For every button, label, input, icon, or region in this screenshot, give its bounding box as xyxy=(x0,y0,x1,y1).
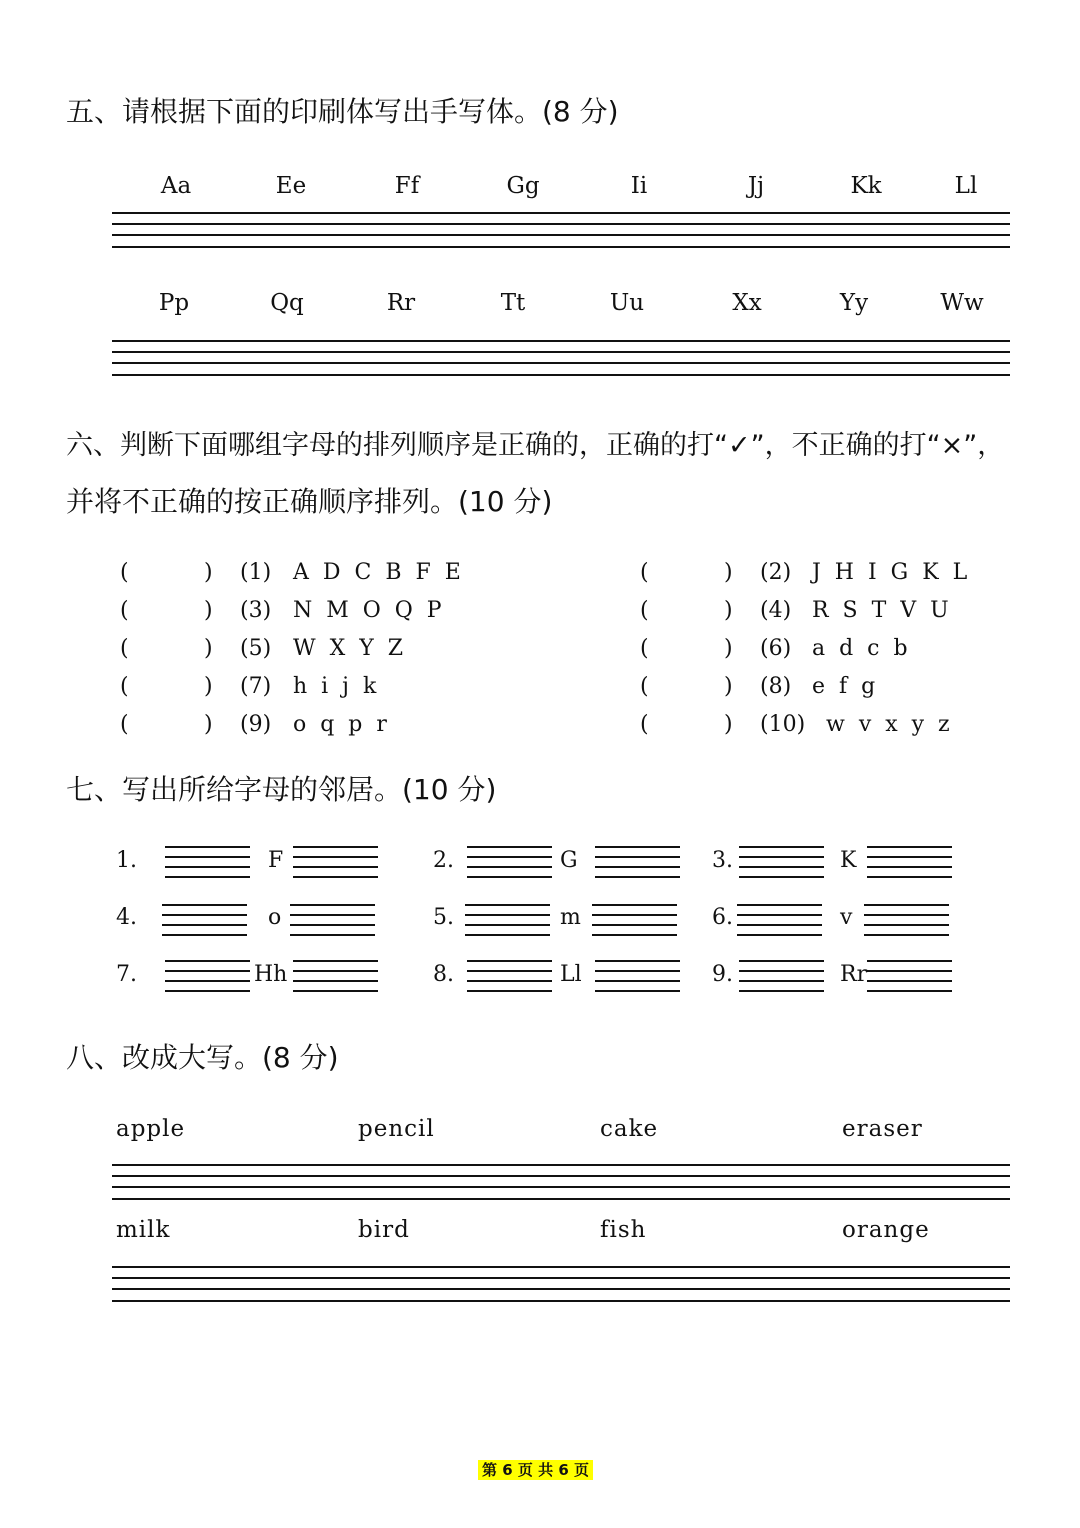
lowercase-word: bird xyxy=(358,1217,410,1243)
answer-paren-close[interactable]: ) xyxy=(204,712,213,737)
section8-title: 八、改成大写。(8 分) xyxy=(66,1041,339,1074)
print-letter: Aa xyxy=(160,173,192,199)
answer-paren-close[interactable]: ) xyxy=(204,636,213,661)
neighbor-number: 5. xyxy=(433,905,454,930)
print-letter: Ee xyxy=(275,173,307,199)
print-letter: Ll xyxy=(954,173,978,199)
item-number: (9) xyxy=(240,712,272,737)
neighbor-blank-after[interactable] xyxy=(290,904,375,938)
neighbor-letter: Hh xyxy=(254,962,288,987)
neighbor-letter: Ll xyxy=(560,962,582,987)
item-letters: e f g xyxy=(812,674,876,699)
neighbor-number: 1. xyxy=(116,848,137,873)
lowercase-word: cake xyxy=(600,1116,659,1142)
writing-staff[interactable] xyxy=(112,1266,1010,1302)
answer-paren-open[interactable]: ( xyxy=(640,560,649,585)
neighbor-number: 3. xyxy=(712,848,733,873)
print-letter: Jj xyxy=(747,173,765,199)
print-letter: Pp xyxy=(158,290,190,316)
item-letters: a d c b xyxy=(812,636,908,661)
neighbor-letter: v xyxy=(840,905,853,930)
print-letter: Tt xyxy=(500,290,526,316)
neighbor-number: 6. xyxy=(712,905,733,930)
neighbor-letter: K xyxy=(840,848,857,873)
neighbor-number: 4. xyxy=(116,905,137,930)
item-number: (7) xyxy=(240,674,272,699)
neighbor-number: 2. xyxy=(433,848,454,873)
answer-paren-open[interactable]: ( xyxy=(120,598,129,623)
answer-paren-open[interactable]: ( xyxy=(120,712,129,737)
neighbor-blank-after[interactable] xyxy=(867,960,952,994)
lowercase-word: pencil xyxy=(358,1116,435,1142)
answer-paren-close[interactable]: ) xyxy=(204,598,213,623)
neighbor-letter: Rr xyxy=(840,962,868,987)
answer-paren-open[interactable]: ( xyxy=(640,674,649,699)
neighbor-number: 8. xyxy=(433,962,454,987)
answer-paren-open[interactable]: ( xyxy=(640,712,649,737)
answer-paren-open[interactable]: ( xyxy=(120,560,129,585)
neighbor-letter: m xyxy=(560,905,581,930)
print-letter: Uu xyxy=(609,290,645,316)
neighbor-letter: G xyxy=(560,848,578,873)
answer-paren-close[interactable]: ) xyxy=(724,560,733,585)
writing-staff[interactable] xyxy=(112,1164,1010,1200)
neighbor-blank-before[interactable] xyxy=(739,846,824,880)
item-letters: A D C B F E xyxy=(293,560,461,585)
item-letters: h i j k xyxy=(293,674,377,699)
answer-paren-open[interactable]: ( xyxy=(640,636,649,661)
neighbor-blank-after[interactable] xyxy=(293,960,378,994)
answer-paren-open[interactable]: ( xyxy=(120,674,129,699)
print-letter: Gg xyxy=(506,173,540,199)
item-letters: J H I G K L xyxy=(812,560,968,585)
answer-paren-close[interactable]: ) xyxy=(724,674,733,699)
neighbor-blank-after[interactable] xyxy=(293,846,378,880)
lowercase-word: milk xyxy=(116,1217,171,1243)
answer-paren-open[interactable]: ( xyxy=(120,636,129,661)
section6-title-line1: 六、判断下面哪组字母的排列顺序是正确的，正确的打“✓”，不正确的打“×”， xyxy=(66,430,1005,461)
item-number: (5) xyxy=(240,636,272,661)
section7-title: 七、写出所给字母的邻居。(10 分) xyxy=(66,773,497,806)
item-letters: W X Y Z xyxy=(293,636,404,661)
section6-title-line2: 并将不正确的按正确顺序排列。(10 分) xyxy=(66,485,553,518)
neighbor-blank-after[interactable] xyxy=(867,846,952,880)
neighbor-blank-after[interactable] xyxy=(592,904,677,938)
neighbor-blank-before[interactable] xyxy=(739,960,824,994)
neighbor-blank-before[interactable] xyxy=(165,960,250,994)
item-number: (4) xyxy=(760,598,792,623)
answer-paren-close[interactable]: ) xyxy=(724,598,733,623)
page-number: 第 6 页 共 6 页 xyxy=(478,1460,593,1480)
neighbor-blank-after[interactable] xyxy=(595,960,680,994)
print-letter: Ff xyxy=(394,173,420,199)
neighbor-blank-before[interactable] xyxy=(162,904,247,938)
print-letter: Ww xyxy=(940,290,984,316)
neighbor-blank-before[interactable] xyxy=(737,904,822,938)
answer-paren-close[interactable]: ) xyxy=(204,560,213,585)
item-number: (8) xyxy=(760,674,792,699)
print-letter: Yy xyxy=(839,290,869,316)
neighbor-letter: F xyxy=(268,848,284,873)
item-letters: N M O Q P xyxy=(293,598,442,623)
print-letter: Ii xyxy=(630,173,648,199)
writing-staff[interactable] xyxy=(112,212,1010,248)
item-letters: o q p r xyxy=(293,712,387,737)
print-letter: Xx xyxy=(732,290,762,316)
item-letters: R S T V U xyxy=(812,598,949,623)
neighbor-number: 7. xyxy=(116,962,137,987)
answer-paren-close[interactable]: ) xyxy=(724,636,733,661)
item-number: (1) xyxy=(240,560,272,585)
writing-staff[interactable] xyxy=(112,340,1010,376)
neighbor-letter: o xyxy=(268,905,282,930)
answer-paren-open[interactable]: ( xyxy=(640,598,649,623)
lowercase-word: orange xyxy=(842,1217,930,1243)
neighbor-blank-before[interactable] xyxy=(465,904,550,938)
neighbor-blank-after[interactable] xyxy=(864,904,949,938)
lowercase-word: eraser xyxy=(842,1116,923,1142)
neighbor-blank-before[interactable] xyxy=(467,846,552,880)
answer-paren-close[interactable]: ) xyxy=(724,712,733,737)
lowercase-word: fish xyxy=(600,1217,647,1243)
print-letter: Rr xyxy=(386,290,416,316)
answer-paren-close[interactable]: ) xyxy=(204,674,213,699)
print-letter: Qq xyxy=(270,290,304,316)
print-letter: Kk xyxy=(850,173,882,199)
item-number: (3) xyxy=(240,598,272,623)
item-number: (6) xyxy=(760,636,792,661)
neighbor-blank-before[interactable] xyxy=(467,960,552,994)
lowercase-word: apple xyxy=(116,1116,186,1142)
neighbor-number: 9. xyxy=(712,962,733,987)
item-number: (2) xyxy=(760,560,792,585)
neighbor-blank-before[interactable] xyxy=(165,846,250,880)
item-number: (10) xyxy=(760,712,806,737)
section5-title: 五、请根据下面的印刷体写出手写体。(8 分) xyxy=(66,95,619,128)
item-letters: w v x y z xyxy=(826,712,950,737)
neighbor-blank-after[interactable] xyxy=(595,846,680,880)
